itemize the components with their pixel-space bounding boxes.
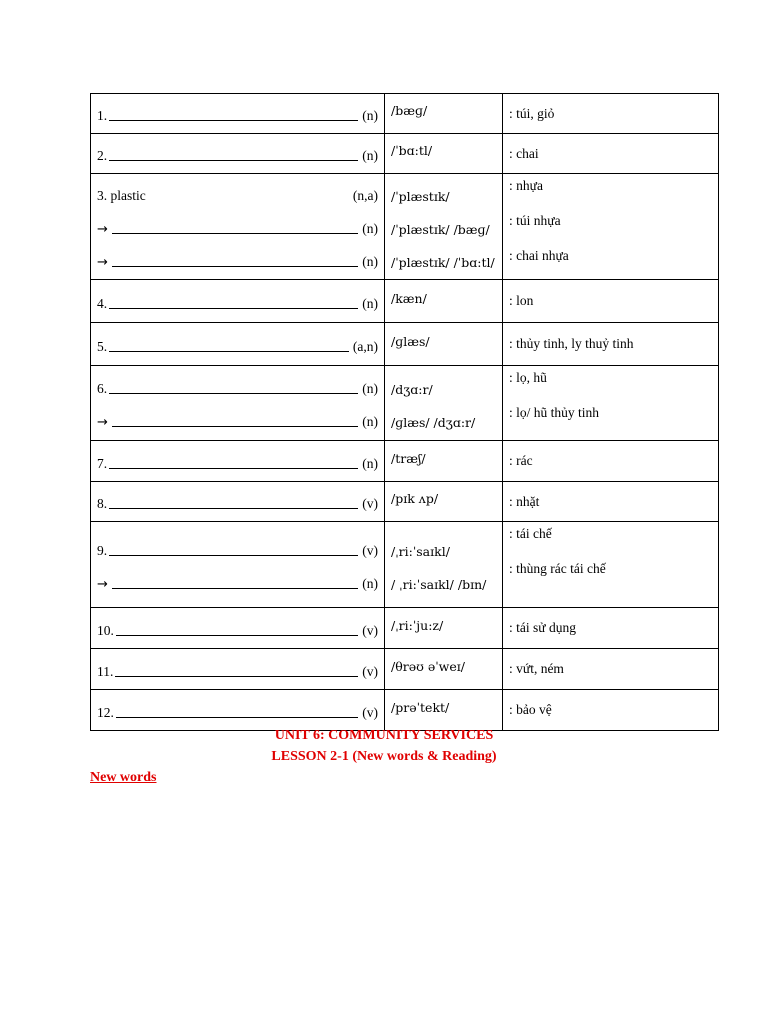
answer-blank[interactable] [109,307,358,309]
part-of-speech: (n) [362,414,378,429]
word-cell [91,690,385,731]
word-line [97,328,378,361]
right-arrow-icon: → [97,415,108,430]
part-of-speech: (v) [362,542,378,558]
word-line [97,285,378,318]
meaning-text: : tái chế [509,526,552,541]
part-of-speech: (v) [362,704,378,720]
meaning-cell [503,482,719,522]
word-line [97,485,378,518]
part-of-speech: (n) [362,575,378,591]
ipa-cell [385,649,503,690]
ipa-cell [385,441,503,482]
meaning-cell [503,608,719,649]
table-row [91,280,719,323]
right-arrow-icon: → [97,222,108,237]
answer-blank[interactable] [109,119,358,121]
meaning-text: : tái sử dụng [509,620,576,635]
right-arrow-icon: → [97,255,108,270]
ipa-cell [385,94,503,134]
ipa-cell [385,174,503,280]
word-line [97,694,378,727]
ipa-cell [385,280,503,323]
ipa-text: /ˌri:ˈju:z/ [391,617,444,633]
right-arrow-icon: → [97,576,108,592]
part-of-speech: (n) [362,148,378,163]
vocabulary-table [90,93,719,731]
part-of-speech: (n) [362,108,378,123]
word-cell [91,280,385,323]
meaning-text: : bảo vệ [509,702,552,717]
meaning-cell [503,441,719,482]
lesson-title: LESSON 2-1 (New words & Reading) [271,749,497,764]
word-line [97,445,378,478]
table-row [91,174,719,280]
answer-blank[interactable] [109,159,358,161]
word-line [97,612,378,645]
word-line [97,97,378,130]
table-row [91,690,719,731]
meaning-cell [503,174,719,280]
meaning-cell [503,649,719,690]
word-number: 4. [97,295,108,311]
unit-title: UNIT 6: COMMUNITY SERVICES [274,728,494,743]
answer-blank[interactable] [112,265,358,267]
ipa-text: /ɡlæs/ /dʒɑ:r/ [391,415,476,430]
meaning-text: : chai nhựa [509,248,569,263]
ipa-cell [385,608,503,649]
word-number: 7. [97,455,108,471]
word-number: 5. [97,338,108,354]
ipa-text: /ˈbɑ:tl/ [391,143,433,158]
ipa-text: /pɪk ʌp/ [391,491,439,506]
meaning-cell [503,134,719,174]
table-row [91,522,719,608]
ipa-text: /θrəʊ əˈweɪ/ [391,658,465,674]
word-cell [91,649,385,690]
part-of-speech: (v) [362,663,378,679]
answer-blank[interactable] [115,675,358,677]
answer-blank[interactable] [109,554,358,556]
word-number: 1. [97,108,108,123]
ipa-cell [385,366,503,441]
word-line [97,653,378,686]
word-cell [91,174,385,280]
table-row [91,441,719,482]
word-number: 6. [97,381,108,396]
meaning-text: : thùng rác tái chế [509,561,606,576]
meaning-cell [503,522,719,608]
ipa-text: /ˈplæstɪk/ [391,189,450,204]
part-of-speech: (n) [362,455,378,471]
ipa-cell [385,690,503,731]
ipa-text: /prəˈtekt/ [391,699,450,715]
meaning-cell [503,690,719,731]
answer-blank[interactable] [112,425,358,427]
ipa-text: /dʒɑ:r/ [391,382,433,397]
answer-blank[interactable] [116,634,358,636]
table-row [91,366,719,441]
word-number: 3. plastic [97,188,146,203]
part-of-speech: (a,n) [352,338,378,354]
word-line [97,403,378,436]
word-cell [91,94,385,134]
answer-blank[interactable] [112,232,358,234]
part-of-speech: (v) [362,622,378,638]
word-cell [91,441,385,482]
meaning-text: : thủy tinh, ly thuỷ tinh [509,336,634,351]
meaning-cell [503,366,719,441]
meaning-text: : nhựa [509,178,543,193]
word-line [97,177,378,210]
meaning-text: : vứt, ném [509,661,564,676]
word-cell [91,323,385,366]
table-row [91,134,719,174]
new-words-heading: New words [90,770,157,785]
part-of-speech: (n) [362,254,378,269]
answer-blank[interactable] [116,716,358,718]
ipa-cell [385,522,503,608]
word-number: 10. [97,622,114,638]
word-cell [91,134,385,174]
meaning-cell [503,94,719,134]
meaning-text: : lon [509,293,534,308]
word-line [97,137,378,170]
part-of-speech: (n) [362,295,378,311]
word-cell [91,366,385,441]
meaning-text: : túi nhựa [509,213,561,228]
ipa-text: /ˈplæstɪk/ /ˈbɑ:tl/ [391,255,495,270]
meaning-cell [503,323,719,366]
ipa-text: /bæɡ/ [391,103,428,118]
ipa-cell [385,323,503,366]
part-of-speech: (v) [362,496,378,511]
meaning-text: : chai [509,145,539,161]
table-row [91,482,719,522]
meaning-text: : nhặt [509,493,540,509]
word-line [97,243,378,276]
part-of-speech: (n,a) [352,188,378,203]
meaning-text: : túi, giỏ [509,105,555,121]
table-row [91,608,719,649]
word-number: 9. [97,542,108,558]
word-number: 2. [97,148,108,163]
word-cell [91,482,385,522]
word-line [97,565,378,598]
table-row [91,94,719,134]
answer-blank[interactable] [109,467,358,469]
word-line [97,532,378,565]
ipa-cell [385,482,503,522]
answer-blank[interactable] [109,392,358,394]
word-line [97,210,378,243]
word-number: 11. [97,663,114,679]
part-of-speech: (n) [362,381,378,396]
word-number: 12. [97,704,114,720]
meaning-cell [503,280,719,323]
meaning-text: : rác [509,453,533,468]
ipa-text: /ˌri:ˈsaɪkl/ [391,543,450,559]
ipa-text: /ˈplæstɪk/ /bæɡ/ [391,222,490,237]
meaning-text: : lọ, hũ [509,370,547,385]
answer-blank[interactable] [109,350,349,352]
ipa-cell [385,134,503,174]
meaning-text: : lọ/ hũ thủy tinh [509,405,600,420]
answer-blank[interactable] [109,507,358,509]
word-cell [91,608,385,649]
answer-blank[interactable] [112,587,358,589]
ipa-text: / ˌri:ˈsaɪkl/ /bɪn/ [391,576,487,592]
word-cell [91,522,385,608]
table-row [91,649,719,690]
table-row [91,323,719,366]
word-line [97,370,378,403]
part-of-speech: (n) [362,221,378,236]
ipa-text: /træʃ/ [391,450,426,466]
ipa-text: /ɡlæs/ [391,333,430,349]
word-number: 8. [97,496,108,511]
ipa-text: /kæn/ [391,290,427,306]
